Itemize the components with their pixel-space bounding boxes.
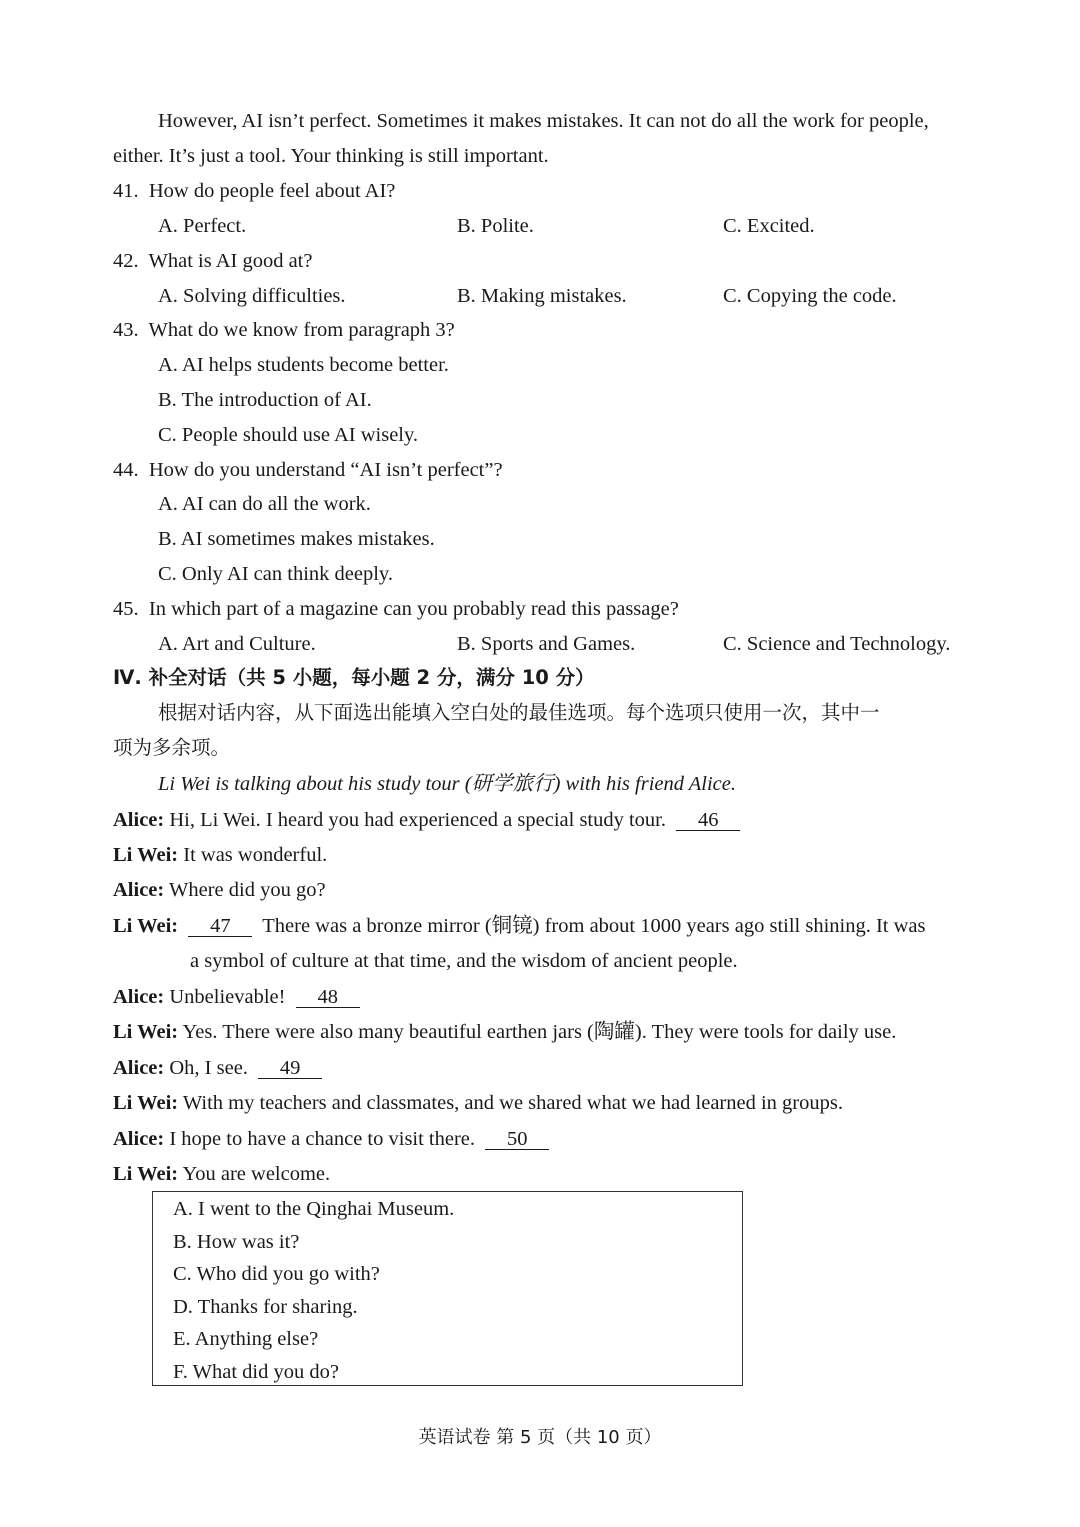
question-number: 41.	[113, 180, 139, 202]
dialogue-line	[113, 985, 360, 1009]
dialogue-text: You are welcome.	[182, 1163, 331, 1185]
speaker: Li Wei:	[113, 844, 179, 866]
dialogue-line	[113, 914, 926, 938]
option-item: F. What did you do?	[173, 1361, 339, 1383]
option-b: B. Making mistakes.	[457, 285, 627, 307]
option-a: A. Perfect.	[158, 215, 247, 237]
option-item: D. Thanks for sharing.	[173, 1296, 358, 1318]
answer-blank-48[interactable]: 48	[296, 987, 360, 1008]
question-text: What do we know from paragraph 3?	[148, 319, 455, 341]
option-b: B. Polite.	[457, 215, 534, 237]
option-a: A. AI can do all the work.	[158, 493, 371, 515]
passage-line: However, AI isn’t perfect. Sometimes it makes mistakes. It can not do all the work for people,	[158, 110, 929, 132]
dialogue-text: There was a bronze mirror (铜镜) from about 1000 years ago still shining. It was	[262, 915, 926, 937]
section-instructions: 项为多余项。	[113, 736, 231, 759]
question-41	[113, 179, 395, 203]
option-b: B. AI sometimes makes mistakes.	[158, 528, 435, 550]
section-instructions: 根据对话内容，从下面选出能填入空白处的最佳选项。每个选项只使用一次，其中一	[158, 701, 880, 724]
question-45	[113, 597, 679, 621]
speaker: Alice:	[113, 809, 165, 831]
option-b: B. The introduction of AI.	[158, 389, 372, 411]
question-43	[113, 318, 455, 342]
question-42	[113, 249, 312, 273]
answer-blank-46[interactable]: 46	[676, 810, 740, 831]
speaker: Alice:	[113, 879, 165, 901]
question-text: In which part of a magazine can you probably read this passage?	[148, 598, 679, 620]
answer-blank-47[interactable]: 47	[188, 916, 252, 937]
dialogue-line	[113, 878, 326, 902]
dialogue-line	[113, 1162, 330, 1186]
option-c: C. Science and Technology.	[723, 633, 951, 655]
speaker: Li Wei:	[113, 1021, 179, 1043]
option-b: B. Sports and Games.	[457, 633, 636, 655]
dialogue-line	[113, 843, 327, 867]
passage-line: either. It’s just a tool. Your thinking is still important.	[113, 145, 549, 167]
answer-blank-49[interactable]: 49	[258, 1058, 322, 1079]
dialogue-continuation: a symbol of culture at that time, and the wisdom of ancient people.	[190, 950, 738, 972]
option-item: E. Anything else?	[173, 1328, 319, 1350]
dialogue-text: Oh, I see.	[169, 1057, 248, 1079]
dialogue-line	[113, 808, 740, 832]
speaker: Li Wei:	[113, 1163, 179, 1185]
section-heading: Ⅳ. 补全对话（共 5 小题，每小题 2 分，满分 10 分）	[113, 666, 595, 689]
answer-blank-50[interactable]: 50	[485, 1129, 549, 1150]
speaker: Li Wei:	[113, 915, 179, 937]
dialogue-intro: Li Wei is talking about his study tour (研学旅行) with his friend Alice.	[158, 773, 736, 795]
option-item: B. How was it?	[173, 1231, 300, 1253]
speaker: Li Wei:	[113, 1092, 179, 1114]
page-footer: 英语试卷 第 5 页（共 10 页）	[418, 1427, 662, 1448]
question-number: 45.	[113, 598, 139, 620]
dialogue-line	[113, 1091, 843, 1115]
dialogue-line	[113, 1020, 896, 1044]
speaker: Alice:	[113, 986, 165, 1008]
dialogue-line	[113, 1056, 322, 1080]
question-text: How do people feel about AI?	[148, 180, 396, 202]
question-number: 44.	[113, 459, 139, 481]
dialogue-text: Yes. There were also many beautiful earthen jars (陶罐). They were tools for daily use.	[182, 1021, 897, 1043]
option-c: C. People should use AI wisely.	[158, 424, 419, 446]
dialogue-text: Unbelievable!	[169, 986, 286, 1008]
option-c: C. Only AI can think deeply.	[158, 563, 393, 585]
option-item: C. Who did you go with?	[173, 1263, 380, 1285]
question-44	[113, 458, 503, 482]
option-a: A. Art and Culture.	[158, 633, 316, 655]
dialogue-text: With my teachers and classmates, and we shared what we had learned in groups.	[182, 1092, 843, 1114]
question-text: How do you understand “AI isn’t perfect”?	[148, 459, 503, 481]
option-c: C. Copying the code.	[723, 285, 897, 307]
dialogue-line	[113, 1127, 549, 1151]
option-item: A. I went to the Qinghai Museum.	[173, 1198, 455, 1220]
dialogue-text: Where did you go?	[169, 879, 326, 901]
dialogue-text: I hope to have a chance to visit there.	[169, 1128, 476, 1150]
speaker: Alice:	[113, 1057, 165, 1079]
option-c: C. Excited.	[723, 215, 815, 237]
question-number: 42.	[113, 250, 139, 272]
dialogue-text: It was wonderful.	[183, 844, 328, 866]
options-box	[152, 1191, 743, 1386]
dialogue-text: Hi, Li Wei. I heard you had experienced a special study tour.	[169, 809, 667, 831]
option-a: A. Solving difficulties.	[158, 285, 346, 307]
question-number: 43.	[113, 319, 139, 341]
speaker: Alice:	[113, 1128, 165, 1150]
question-text: What is AI good at?	[148, 250, 313, 272]
option-a: A. AI helps students become better.	[158, 354, 449, 376]
